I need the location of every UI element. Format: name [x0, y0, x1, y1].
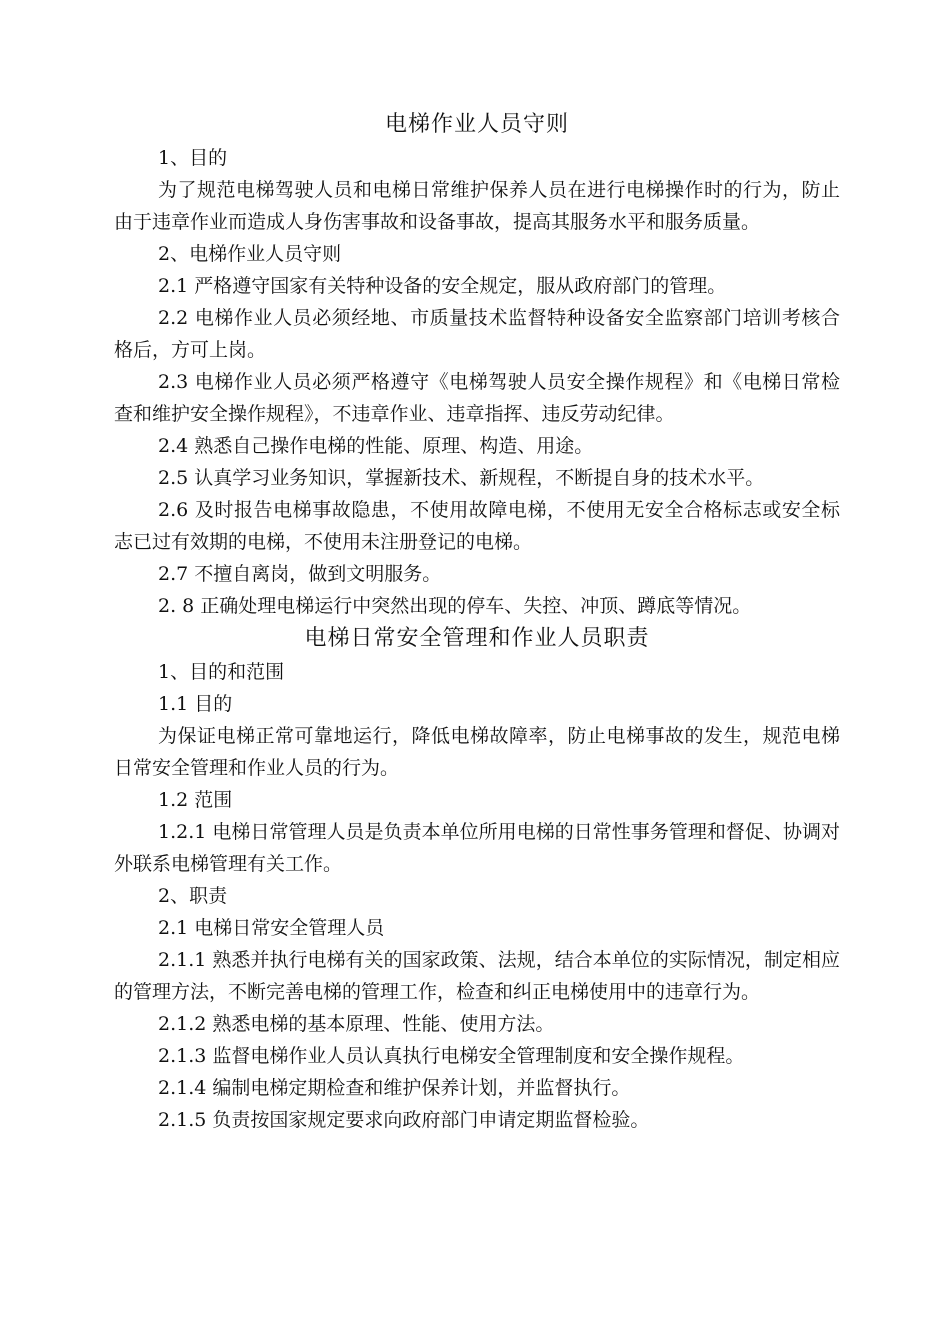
- duty-2-1-5: 2.1.5 负责按国家规定要求向政府部门申请定期监督检验。: [158, 1109, 650, 1131]
- duty-2-1-2: 2.1.2 熟悉电梯的基本原理、性能、使用方法。: [158, 1013, 555, 1035]
- paragraph-purpose: 为了规范电梯驾驶人员和电梯日常维护保养人员在进行电梯操作时的行为，防止由于违章作业而造成人身伤害事故和设备事故，提高其服务水平和服务质量。: [114, 179, 840, 233]
- paragraph-1-2-1: 1.2.1 电梯日常管理人员是负责本单位所用电梯的日常性事务管理和督促、协调对外联系电梯管理有关工作。: [114, 821, 840, 875]
- heading-purpose: 1、目的: [158, 147, 228, 169]
- rule-2-2: 2.2 电梯作业人员必须经地、市质量技术监督特种设备安全监察部门培训考核合格后，方可上岗。: [114, 307, 840, 361]
- paragraph-1-1: 为保证电梯正常可靠地运行，降低电梯故障率，防止电梯事故的发生，规范电梯日常安全管理和作业人员的行为。: [114, 725, 840, 779]
- duty-2-1-4: 2.1.4 编制电梯定期检查和维护保养计划，并监督执行。: [158, 1077, 631, 1099]
- rule-2-7: 2.7 不擅自离岗，做到文明服务。: [158, 563, 442, 585]
- heading-2-1: 2.1 电梯日常安全管理人员: [158, 917, 385, 939]
- doc-title-safety-management: 电梯日常安全管理和作业人员职责: [304, 626, 650, 651]
- rule-2-3: 2.3 电梯作业人员必须严格遵守《电梯驾驶人员安全操作规程》和《电梯日常检查和维护安全操作规程》，不违章作业、违章指挥、违反劳动纪律。: [114, 371, 840, 425]
- duty-2-1-3: 2.1.3 监督电梯作业人员认真执行电梯安全管理制度和安全操作规程。: [158, 1045, 745, 1067]
- heading-operator-rules: 2、电梯作业人员守则: [158, 243, 342, 265]
- document-body: [114, 108, 840, 1136]
- doc-title-operator-rules: 电梯作业人员守则: [384, 112, 569, 137]
- duty-2-1-1: 2.1.1 熟悉并执行电梯有关的国家政策、法规，结合本单位的实际情况，制定相应的管理方法，不断完善电梯的管理工作，检查和纠正电梯使用中的违章行为。: [114, 949, 840, 1003]
- heading-purpose-scope: 1、目的和范围: [158, 661, 285, 683]
- rule-2-8: 2. 8 正确处理电梯运行中突然出现的停车、失控、冲顶、蹲底等情况。: [158, 595, 752, 617]
- heading-duties: 2、职责: [158, 885, 228, 907]
- rule-2-1: 2.1 严格遵守国家有关特种设备的安全规定，服从政府部门的管理。: [158, 275, 727, 297]
- rule-2-5: 2.5 认真学习业务知识，掌握新技术、新规程，不断提自身的技术水平。: [158, 467, 765, 489]
- heading-1-1: 1.1 目的: [158, 693, 233, 715]
- rule-2-4: 2.4 熟悉自己操作电梯的性能、原理、构造、用途。: [158, 435, 594, 457]
- rule-2-6: 2.6 及时报告电梯事故隐患，不使用故障电梯，不使用无安全合格标志或安全标志已过有效期的电梯，不使用未注册登记的电梯。: [114, 499, 840, 553]
- heading-1-2: 1.2 范围: [158, 789, 233, 811]
